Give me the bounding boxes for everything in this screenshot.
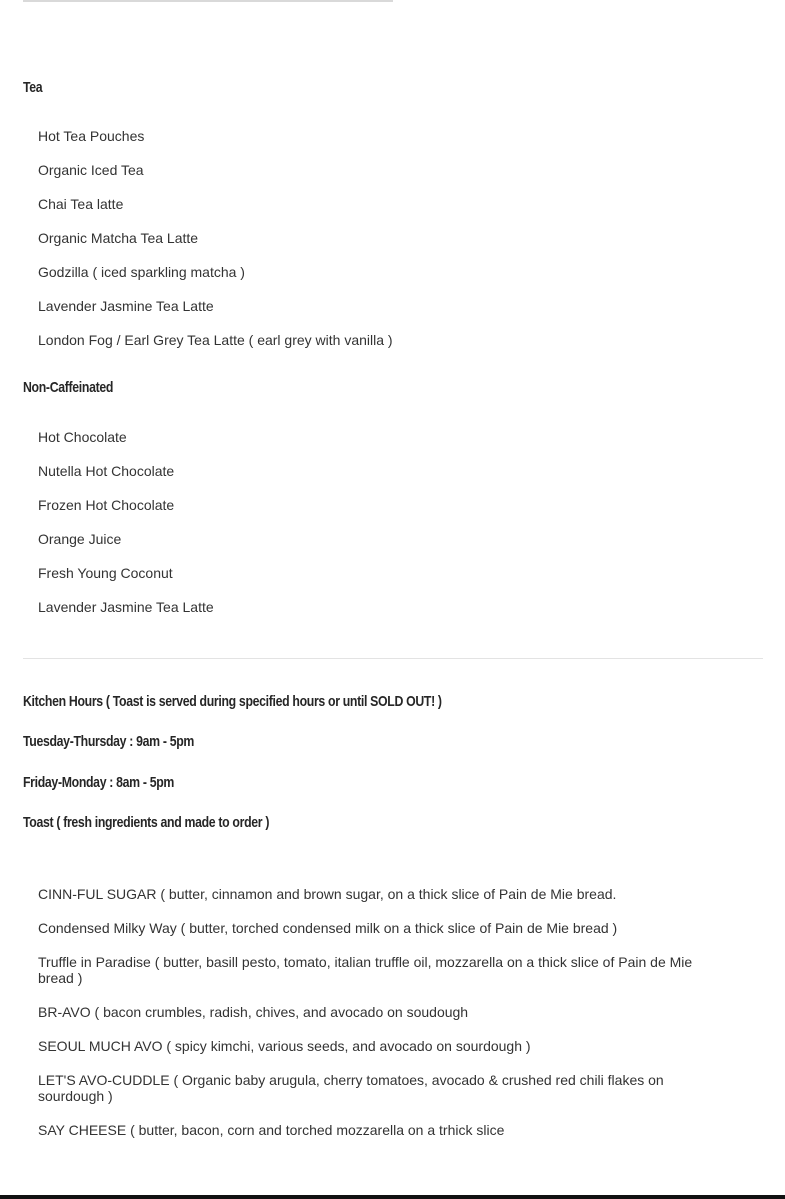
list-item: Godzilla ( iced sparkling matcha ) (38, 264, 245, 280)
weekday-hours: Tuesday-Thursday : 9am - 5pm (23, 733, 195, 750)
list-item: Orange Juice (38, 531, 122, 547)
list-item: Lavender Jasmine Tea Latte (38, 599, 214, 615)
footer-bar (0, 1195, 785, 1199)
list-item: Hot Chocolate (38, 429, 127, 445)
list-item: Lavender Jasmine Tea Latte (38, 298, 214, 314)
list-item: Fresh Young Coconut (38, 565, 173, 581)
list-item: London Fog / Earl Grey Tea Latte ( earl grey with vanilla ) (38, 332, 393, 348)
list-item: Frozen Hot Chocolate (38, 497, 175, 513)
list-item: Organic Iced Tea (38, 162, 144, 178)
previous-content-edge (23, 0, 393, 2)
tea-list (38, 128, 718, 348)
list-item: Organic Matcha Tea Latte (38, 230, 199, 246)
kitchen-hours-heading: Kitchen Hours ( Toast is served during specified hours or until SOLD OUT! ) (23, 693, 442, 710)
tea-heading: Tea (23, 79, 43, 96)
list-item: Chai Tea latte (38, 196, 124, 212)
non-caffeinated-list (38, 429, 718, 615)
list-item: Condensed Milky Way ( butter, torched condensed milk on a thick slice of Pain de Mie bread ) (38, 920, 618, 936)
list-item: Truffle in Paradise ( butter, basill pesto, tomato, italian truffle oil, mozzarella on a thick slice of Pain de Mie bread ) (38, 954, 693, 986)
list-item: SAY CHEESE ( butter, bacon, corn and torched mozzarella on a trhick slice (38, 1122, 505, 1138)
list-item: Nutella Hot Chocolate (38, 463, 175, 479)
list-item: Hot Tea Pouches (38, 128, 145, 144)
toast-heading: Toast ( fresh ingredients and made to order ) (23, 814, 270, 831)
weekend-hours: Friday-Monday : 8am - 5pm (23, 774, 175, 791)
list-item: BR-AVO ( bacon crumbles, radish, chives, and avocado on soudough (38, 1004, 469, 1020)
non-caffeinated-heading: Non-Caffeinated (23, 379, 114, 396)
section-divider (23, 658, 763, 659)
list-item: CINN-FUL SUGAR ( butter, cinnamon and brown sugar, on a thick slice of Pain de Mie bread. (38, 886, 617, 902)
toast-list (38, 886, 718, 1138)
list-item: SEOUL MUCH AVO ( spicy kimchi, various seeds, and avocado on sourdough ) (38, 1038, 531, 1054)
list-item: LET'S AVO-CUDDLE ( Organic baby arugula, cherry tomatoes, avocado & crushed red chili flakes on sourdough ) (38, 1072, 664, 1104)
